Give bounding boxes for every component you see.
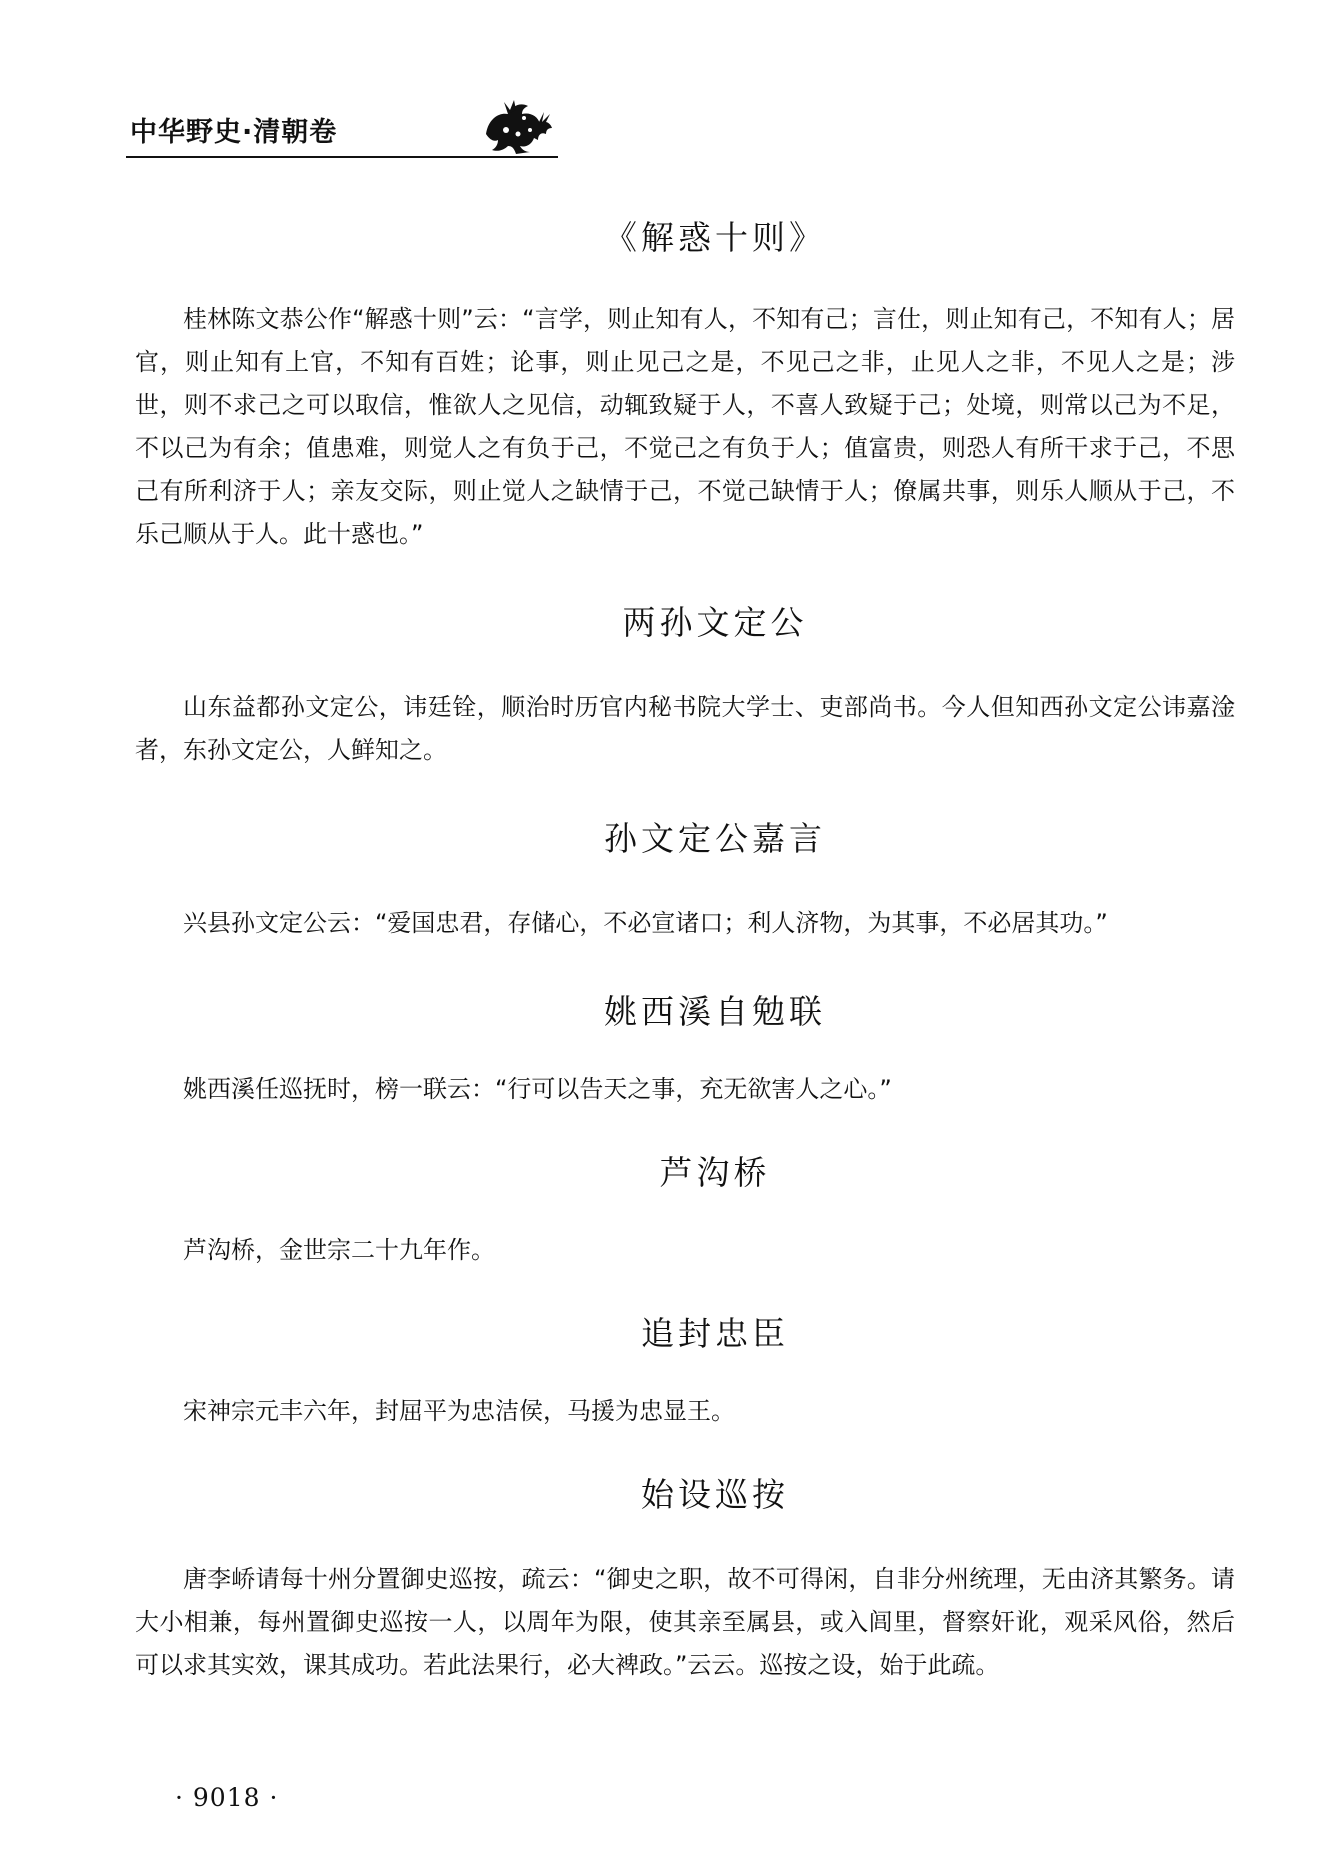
page-number: · 9018 · — [175, 1783, 279, 1812]
section-text-liangsun: 山东益都孙文定公，讳廷铨，顺治时历官内秘书院大学士、吏部尚书。今人但知西孙文定公讳嘉淦者，东孙文定公，人鲜知之。 — [135, 693, 1235, 764]
running-title: 中华野史·清朝卷 — [130, 117, 338, 148]
dragon-emblem-icon — [478, 94, 558, 156]
section-text-sunjiayan: 兴县孙文定公云：“爱国忠君，存储心，不必宣诸口；利人济物，为其事，不必居其功。” — [183, 909, 1108, 937]
section-title-zhuifeng: 追封忠臣 — [641, 1314, 789, 1353]
page-body — [135, 212, 1235, 1687]
section-text-yaoxixi: 姚西溪任巡抚时，榜一联云：“行可以告天之事，充无欲害人之心。” — [183, 1075, 892, 1103]
section-text-lugouqiao: 芦沟桥，金世宗二十九年作。 — [183, 1236, 495, 1264]
section-title-yaoxixi: 姚西溪自勉联 — [604, 992, 826, 1031]
section-title-lugouqiao: 芦沟桥 — [659, 1153, 771, 1192]
section-text-xunan: 唐李峤请每十州分置御史巡按，疏云：“御史之职，故不可得闲，自非分州统理，无由济其繁务。请大小相兼，每州置御史巡按一人，以周年为限，使其亲至属县，或入闾里，督察奸讹，观采风俗，然后可以求其实效，课其成功。若此法果行，必大裨政。”云云。巡按之设，始于此疏。 — [135, 1565, 1235, 1679]
section-title-sunjiayan: 孙文定公嘉言 — [604, 819, 826, 858]
section-title-xunan: 始设巡按 — [641, 1475, 789, 1514]
section-title-liangsun: 两孙文定公 — [622, 603, 808, 642]
section-title-jiehuo: 《解惑十则》 — [604, 218, 826, 257]
section-text-jiehuo: 桂林陈文恭公作“解惑十则”云：“言学，则止知有人，不知有己；言仕，则止知有己，不知有人；居官，则止知有上官，不知有百姓；论事，则止见己之是，不见己之非，止见人之非，不见人之是；涉世，则不求己之可以取信，惟欲人之见信，动辄致疑于人，不喜人致疑于己；处境，则常以己为不足，不以己为有余；值患难，则觉人之有负于己，不觉己之有负于人；值富贵，则恐人有所干求于己，不思己有所利济于人；亲友交际，则止觉人之缺情于己，不觉己缺情于人；僚属共事，则乐人顺从于己，不乐己顺从于人。此十惑也。” — [135, 305, 1235, 548]
section-text-zhuifeng: 宋神宗元丰六年，封屈平为忠洁侯，马援为忠显王。 — [183, 1397, 735, 1425]
header-rule — [126, 156, 558, 158]
